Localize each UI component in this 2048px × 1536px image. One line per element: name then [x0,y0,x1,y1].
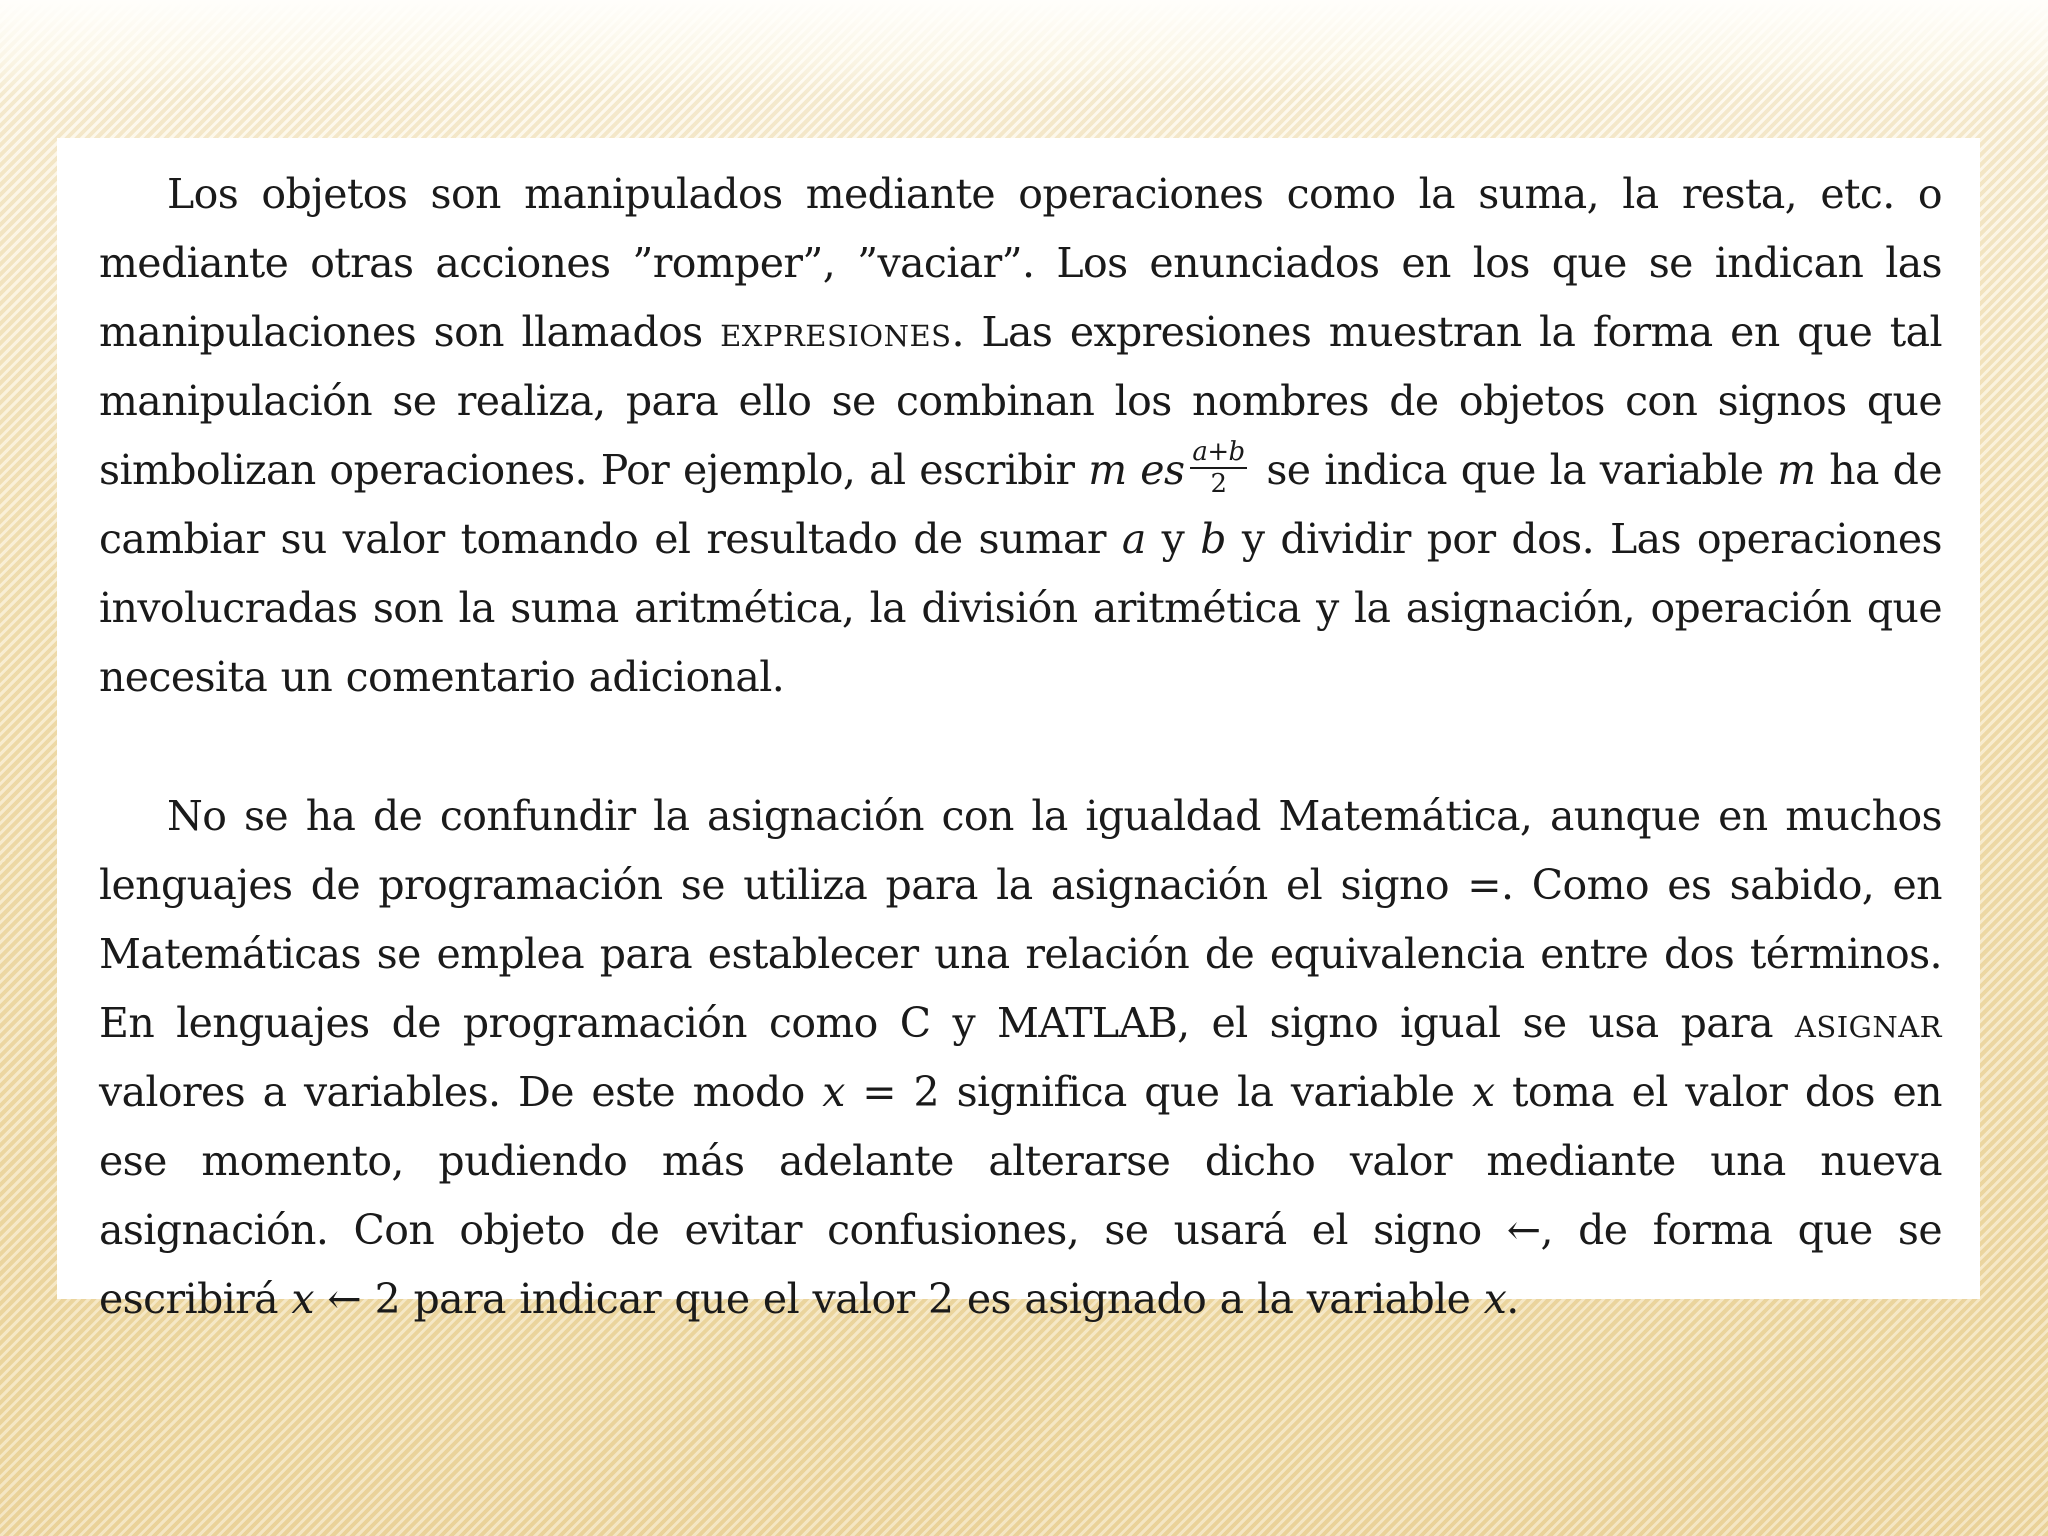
math-var-b: b [1200,515,1226,563]
paragraph-1-text-d: ha de cambiar su valor tomando el resultado de sumar [99,446,1942,563]
paragraph-2-text-e: para indicar que el valor 2 es asignado a la variable [400,1275,1484,1323]
paragraph-1-text-c: se indica que la variable [1252,446,1778,494]
paragraph-2-text-f: . [1506,1275,1519,1323]
text-card [57,138,1980,1323]
paragraph-2-text-b: valores a variables. De este modo [99,1068,823,1116]
fraction-denominator: 2 [1210,468,1227,499]
math-equation-x-equals-2: = 2 [844,1068,940,1116]
fraction-a-plus-b-over-2 [1190,436,1246,499]
term-asignar: asignar [1794,999,1942,1047]
paragraph-1 [99,160,1942,712]
paragraph-2-text-a: No se ha de confundir la asignación con la igualdad Matemática, aunque en muchos lenguajes de programación se utiliza para la asignación el signo =. Como es sabido, en Matemáticas se emplea para establecer una relación de equivalencia entre dos términos. En lenguajes de programación como C y MATLAB, el signo igual se usa para [99,792,1942,1047]
math-var-x-final: x [1483,1275,1507,1323]
paragraph-1-text-f: y dividir por dos. Las operaciones involucradas son la suma aritmética, la división aritmética y la asignación, operación que necesita un comentario adicional. [99,515,1942,701]
math-var-m: m [1777,446,1816,494]
paragraph-2 [99,782,1942,1334]
math-var-x: x [1471,1068,1495,1116]
paragraph-2-text-c: significa que la variable [939,1068,1472,1116]
paragraph-1-text-e: y [1145,515,1201,563]
math-var-a: a [1121,515,1146,563]
fraction-numerator: a+b [1192,436,1245,467]
term-expresiones: expresiones [720,308,952,356]
math-assign-x-arrow-2: ← 2 [313,1275,401,1323]
math-assign-x-var: x [291,1275,314,1323]
paragraph-1-text-a: Los objetos son manipulados mediante operaciones como la suma, la resta, etc. o mediante otras acciones ”romper”, ”vaciar”. Los enunciados en los que se indican las manipulaciones son llamados [99,170,1942,356]
paragraph-1-text-b: . Las expresiones muestran la forma en que tal manipulación se realiza, para ello se combinan los nombres de objetos con signos que simbolizan operaciones. Por ejemplo, al escribir [99,308,1942,494]
math-m-es: m es [1088,446,1185,494]
slide-background-highlight [0,0,2048,95]
math-equation-x-var: x [822,1068,845,1116]
paragraph-2-text-d: toma el valor dos en ese momento, pudiendo más adelante alterarse dicho valor mediante una nueva asignación. Con objeto de evitar confusiones, se usará el signo ←, de forma que se escribirá [99,1068,1942,1323]
